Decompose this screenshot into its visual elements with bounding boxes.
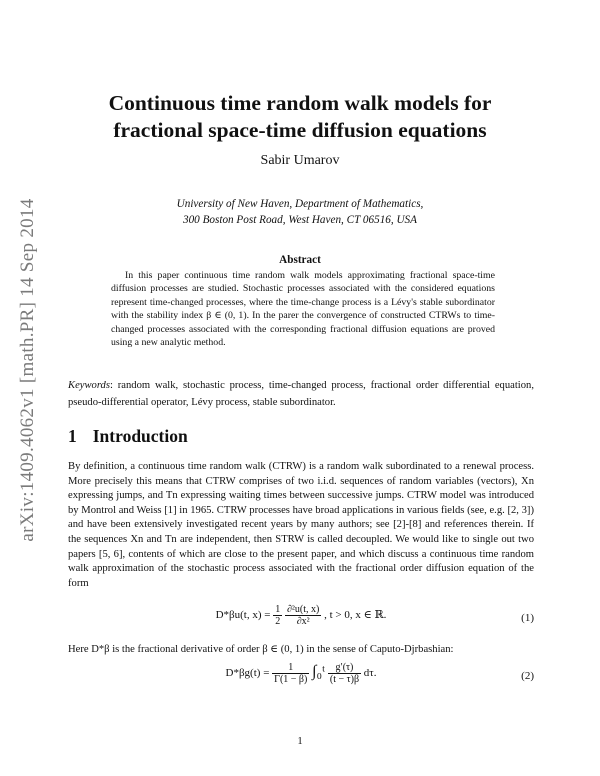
equation-1 (68, 604, 534, 640)
eq2-coef-num: 1 (272, 662, 309, 674)
eq1-condition: , t > 0, x ∈ ℝ. (324, 609, 387, 622)
eq1-number: (1) (521, 612, 534, 624)
eq1-coefficient (273, 604, 282, 627)
keywords-list: : random walk, stochastic process, time-changed process, fractional order differential equation, pseudo-differential operator, Lévy process, stable subordinator. (68, 380, 534, 408)
intro-paragraph: By definition, a continuous time random walk (CTRW) is a random walk subordinated to a renewal process. More precisely this means that CTRW comprises of two i.i.d. sequences of random variables (vectors), Xn expressing jumps, and Tn expressing waiting times between successive jumps. CTRW model was introduced by Montrol and Weiss [1] in 1965. CTRW processes have broad applications in various fields (see, e.g. [2, 3]) and have been extensively investigated recent years by many authors; see [2]-[8] and references therein. If the sequences Xn and Tn are independent, then STRW is called decoupled. We would like to single out two papers [5, 6], contents of which are close to the present paper, and which discuss a continuous time random walk approximation of the stochastic process associated with the fractional order diffusion equation of the form (68, 461, 534, 589)
eq2-number: (2) (521, 670, 534, 682)
keywords-label: Keywords (68, 380, 110, 391)
title-line-2: fractional space-time diffusion equations (113, 118, 487, 142)
section-title: Introduction (92, 426, 188, 446)
eq1-coef-num: 1 (275, 604, 281, 615)
eq2-tail: dτ. (363, 667, 377, 680)
abstract-text: In this paper continuous time random walk models approximating fractional space-time diffusion processes are studied. Stochastic processes associated with the considered equations represent time-changed processes, where the time-change process is a Lévy's stable subordinator with the stability index β ∈ (0, 1). In the parer the convergence of constructed CTRWs to time-changed processes associated with the corresponding fractional diffusion equations are proved using a new analytic method. (111, 270, 495, 349)
section-heading (68, 426, 188, 447)
caputo-intro-line: Here D*β is the fractional derivative of order β ∈ (0, 1) in the sense of Caputo-Djrbashian: (68, 644, 454, 655)
eq1-frac-den: ∂x² (296, 616, 310, 627)
arxiv-id-text: arXiv:1409.4062v1 [math.PR] 14 Sep 2014 (17, 198, 38, 542)
affiliation-line-2: 300 Boston Post Road, West Haven, CT 06516, USA (182, 214, 417, 226)
eq2-frac-num: g′(τ) (328, 662, 361, 674)
eq2-coef-den: Γ(1 − β) (274, 674, 308, 685)
author-name: Sabir Umarov (260, 153, 340, 168)
title-line-1: Continuous time random walk models for (108, 91, 492, 115)
eq1-frac-num: ∂²u(t, x) (286, 604, 320, 615)
keywords-paragraph (68, 378, 534, 411)
affiliation-line-1: University of New Haven, Department of Mathematics, (176, 198, 424, 210)
eq2-fraction (328, 662, 361, 685)
eq2-coefficient (272, 662, 309, 685)
arxiv-identifier-stamp (8, 180, 48, 560)
section-number: 1 (68, 426, 77, 446)
eq2-lhs: D*βg(t) = (225, 667, 270, 680)
abstract-heading: Abstract (279, 254, 321, 266)
affiliation (70, 196, 530, 228)
eq2-frac-den: (t − τ)β (329, 674, 360, 685)
eq1-fraction (285, 604, 321, 627)
eq1-coef-den: 2 (275, 616, 281, 627)
page-number: 1 (297, 736, 303, 747)
equation-2 (68, 662, 534, 698)
eq1-lhs: D*βu(t, x) = (215, 609, 271, 622)
paper-title (70, 90, 530, 144)
eq2-integral: ∫₀ᵗ (312, 663, 326, 681)
